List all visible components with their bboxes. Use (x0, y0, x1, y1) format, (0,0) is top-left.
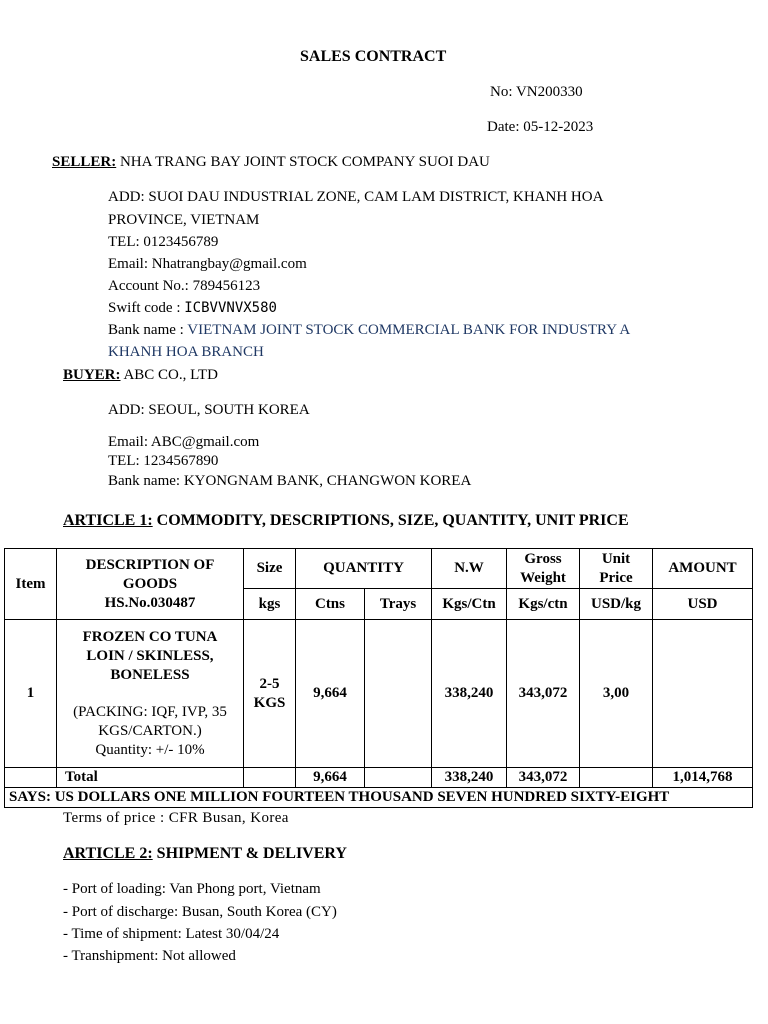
total-price (580, 768, 653, 788)
total-label: Total (57, 768, 244, 788)
total-gross: 343,072 (507, 768, 580, 788)
shipment-item: - Port of discharge: Busan, South Korea (CY) (63, 904, 337, 920)
row-nw: 338,240 (432, 620, 507, 768)
desc-line1: FROZEN CO TUNA (82, 628, 218, 645)
shipment-item: - Time of shipment: Latest 30/04/24 (63, 926, 280, 942)
unit-size: kgs (244, 589, 296, 620)
seller-name: NHA TRANG BAY JOINT STOCK COMPANY SUOI DAU (119, 154, 490, 170)
article1-label: ARTICLE 1: (63, 512, 153, 529)
size-line2: KGS (253, 694, 286, 711)
header-unit-line1: Unit (601, 550, 631, 567)
total-size (244, 768, 296, 788)
row-amount (653, 620, 753, 768)
total-ctns: 9,664 (296, 768, 365, 788)
seller-email: Email: Nhatrangbay@gmail.com (108, 256, 307, 272)
unit-amount: USD (653, 589, 753, 620)
header-description (57, 549, 244, 620)
total-amount: 1,014,768 (653, 768, 753, 788)
table-row (5, 620, 753, 768)
header-gross (507, 549, 580, 589)
contract-date: Date: 05-12-2023 (487, 119, 594, 135)
shipment-item: - Port of loading: Van Phong port, Vietnam (63, 881, 321, 897)
packing-line3: Quantity: +/- 10% (95, 741, 205, 758)
total-nw: 338,240 (432, 768, 507, 788)
unit-price: USD/kg (580, 589, 653, 620)
table-total-row (5, 768, 753, 788)
seller-line (52, 154, 490, 171)
seller-address-line1: ADD: SUOI DAU INDUSTRIAL ZONE, CAM LAM DISTRICT, KHANH HOA (108, 189, 604, 205)
header-desc-line1: DESCRIPTION OF (85, 556, 215, 573)
buyer-label: BUYER: (63, 367, 121, 383)
buyer-bank: Bank name: KYONGNAM BANK, CHANGWON KOREA (108, 473, 472, 489)
row-ctns: 9,664 (296, 620, 365, 768)
terms-of-price: Terms of price : CFR Busan, Korea (63, 810, 289, 826)
size-line1: 2-5 (259, 675, 280, 692)
goods-table (4, 548, 753, 808)
header-size: Size (244, 549, 296, 589)
article2-title: SHIPMENT & DELIVERY (156, 845, 347, 862)
article2-heading (63, 845, 347, 863)
packing-line1: (PACKING: IQF, IVP, 35 (73, 703, 227, 720)
packing-line2: KGS/CARTON.) (98, 722, 202, 739)
header-quantity: QUANTITY (296, 549, 432, 589)
header-desc-line3: HS.No.030487 (104, 594, 196, 611)
buyer-email: Email: ABC@gmail.com (108, 434, 260, 450)
desc-line2: LOIN / SKINLESS, (86, 647, 214, 664)
seller-swift (108, 300, 277, 317)
bank-name-line2: KHANH HOA BRANCH (108, 344, 264, 360)
row-trays (365, 620, 432, 768)
header-gross-line1: Gross (524, 550, 562, 567)
seller-label: SELLER: (52, 154, 117, 170)
article1-heading (63, 512, 629, 530)
shipment-item: - Transhipment: Not allowed (63, 948, 236, 964)
buyer-line (63, 367, 218, 384)
seller-account: Account No.: 789456123 (108, 278, 261, 294)
swift-label: Swift code : (108, 300, 185, 316)
header-unit-price (580, 549, 653, 589)
bank-name-line1: VIETNAM JOINT STOCK COMMERCIAL BANK FOR INDUSTRY A (187, 322, 631, 338)
header-desc-line2: GOODS (122, 575, 178, 592)
seller-tel: TEL: 0123456789 (108, 234, 219, 250)
unit-trays: Trays (365, 589, 432, 620)
contract-title: SALES CONTRACT (300, 48, 447, 65)
row-gross: 343,072 (507, 620, 580, 768)
row-price: 3,00 (580, 620, 653, 768)
header-amount: AMOUNT (653, 549, 753, 589)
table-header-row (5, 549, 753, 589)
unit-nw: Kgs/Ctn (432, 589, 507, 620)
header-nw: N.W (432, 549, 507, 589)
total-trays (365, 768, 432, 788)
article2-label: ARTICLE 2: (63, 845, 153, 862)
article1-title: COMMODITY, DESCRIPTIONS, SIZE, QUANTITY, UNIT PRICE (156, 512, 629, 529)
desc-line3: BONELESS (110, 666, 190, 683)
header-gross-line2: Weight (520, 569, 566, 586)
header-unit-line2: Price (599, 569, 633, 586)
buyer-address: ADD: SEOUL, SOUTH KOREA (108, 402, 310, 418)
buyer-tel: TEL: 1234567890 (108, 453, 219, 469)
buyer-name: ABC CO., LTD (123, 367, 218, 383)
contract-number: No: VN200330 (490, 84, 583, 100)
seller-bank (108, 322, 630, 339)
table-says-row (5, 788, 753, 808)
row-size (244, 620, 296, 768)
unit-ctns: Ctns (296, 589, 365, 620)
swift-value: ICBVVNVX580 (184, 300, 277, 316)
seller-address-line2: PROVINCE, VIETNAM (108, 212, 260, 228)
total-item (5, 768, 57, 788)
unit-gross: Kgs/ctn (507, 589, 580, 620)
row-description (57, 620, 244, 768)
bank-label: Bank name : (108, 322, 188, 338)
row-item: 1 (5, 620, 57, 768)
header-item: Item (5, 549, 57, 620)
says-amount-words: SAYS: US DOLLARS ONE MILLION FOURTEEN THOUSAND SEVEN HUNDRED SIXTY-EIGHT (5, 788, 753, 808)
